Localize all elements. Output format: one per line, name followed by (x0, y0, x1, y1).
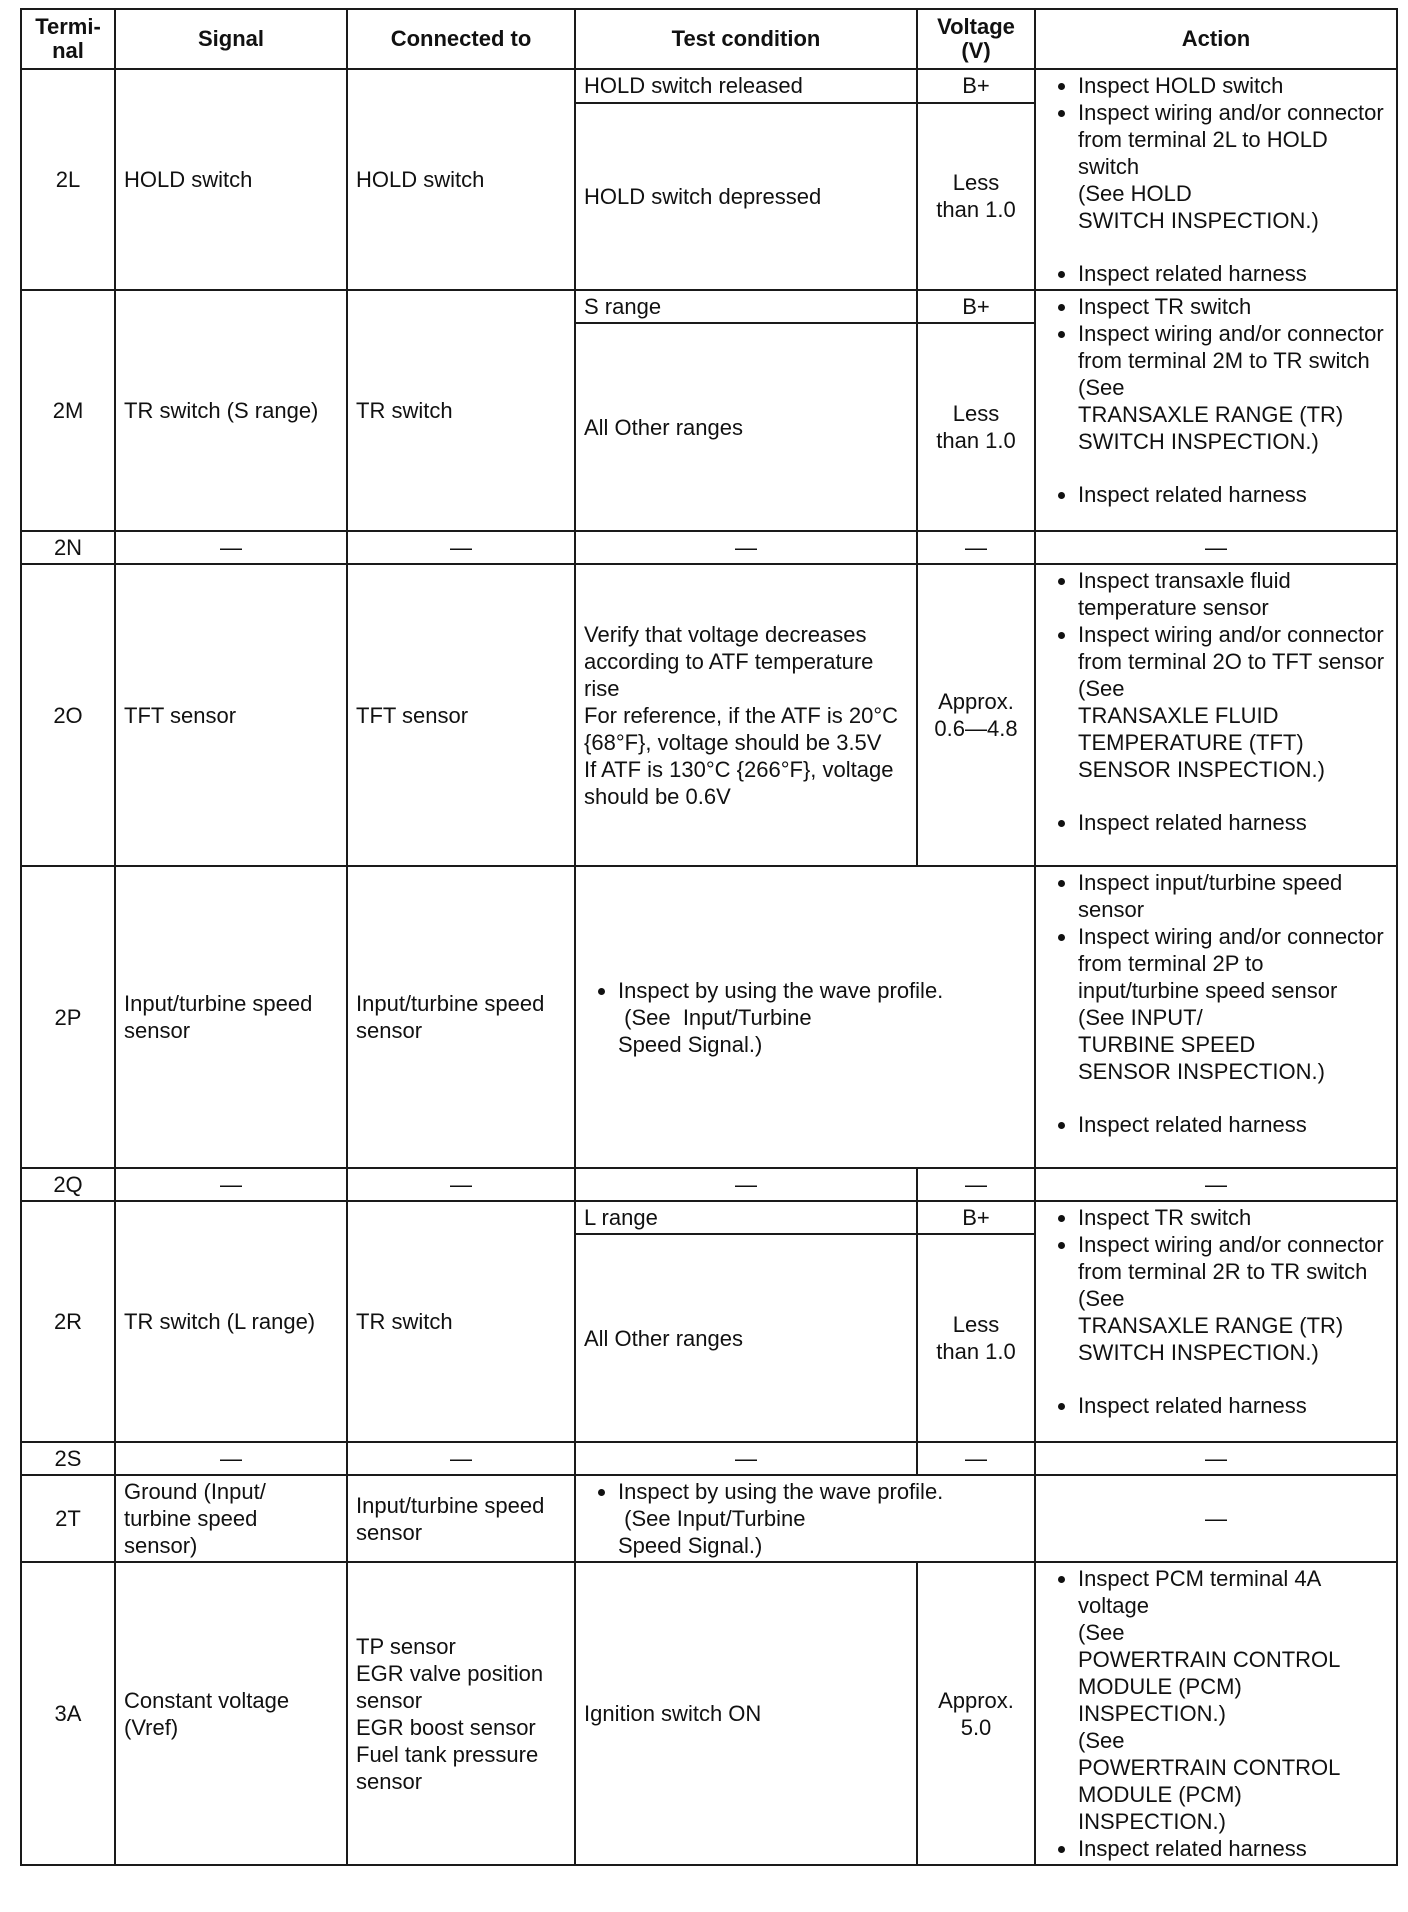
test-condition-cell: HOLD switch released (575, 69, 917, 103)
voltage-cell: — (917, 531, 1035, 564)
voltage-cell: B+ (917, 69, 1035, 103)
connected-to-cell: — (347, 531, 575, 564)
connected-to-cell: TFT sensor (347, 564, 575, 866)
terminal-cell: 2P (21, 866, 115, 1168)
test-condition-cell: L range (575, 1201, 917, 1234)
action-item (1078, 923, 1388, 1085)
voltage-cell: Approx. 5.0 (917, 1562, 1035, 1865)
signal-cell: — (115, 531, 347, 564)
test-condition-cell: S range (575, 290, 917, 323)
signal-cell: Input/turbine speed sensor (115, 866, 347, 1168)
connected-to-cell: HOLD switch (347, 69, 575, 290)
action-list (1044, 1565, 1388, 1862)
test-condition-cell: — (575, 1442, 917, 1475)
signal-cell: Ground (Input/ turbine speed sensor) (115, 1475, 347, 1562)
action-item (1078, 320, 1388, 455)
see-reference: (See POWERTRAIN CONTROL MODULE (PCM) INSPECTION.) (1078, 1728, 1341, 1834)
terminal-cell: 2R (21, 1201, 115, 1442)
table-row (21, 1168, 1397, 1201)
see-reference: (See HOLD SWITCH INSPECTION.) (1078, 181, 1319, 233)
action-cell (1035, 69, 1397, 290)
terminal-cell: 2S (21, 1442, 115, 1475)
action-item: • Inspect HOLD switch (1078, 72, 1388, 99)
action-item: • Inspect related harness (1078, 260, 1388, 287)
terminal-cell: 2M (21, 290, 115, 531)
action-item: • Inspect input/turbine speed sensor (1078, 869, 1388, 923)
action-text: Inspect wiring and/or connector from terminal 2R to TR switch (1078, 1232, 1384, 1284)
terminal-cell: 3A (21, 1562, 115, 1865)
action-cell: — (1035, 1168, 1397, 1201)
action-list (1044, 567, 1388, 836)
action-cell (1035, 564, 1397, 866)
action-item (1078, 1565, 1388, 1835)
test-condition-cell (575, 1475, 1035, 1562)
table-row (21, 1475, 1397, 1562)
header-signal: Signal (115, 9, 347, 69)
terminal-cell: 2N (21, 531, 115, 564)
terminal-cell: 2T (21, 1475, 115, 1562)
action-cell: — (1035, 1442, 1397, 1475)
connected-to-cell: Input/turbine speed sensor (347, 1475, 575, 1562)
action-text: Inspect wiring and/or connector from terminal 2P to input/turbine speed sensor (1078, 924, 1384, 1003)
action-item (1078, 1231, 1388, 1366)
see-reference: (See TRANSAXLE RANGE (TR) SWITCH INSPECTION.) (1078, 375, 1344, 454)
table-row (21, 866, 1397, 1168)
connected-to-cell: — (347, 1442, 575, 1475)
voltage-cell: Less than 1.0 (917, 323, 1035, 531)
action-item: • Inspect related harness (1078, 1111, 1388, 1138)
header-connected-to: Connected to (347, 9, 575, 69)
terminal-inspection-table (20, 8, 1398, 1866)
terminal-cell: 2Q (21, 1168, 115, 1201)
test-condition-cell: — (575, 531, 917, 564)
condition-text: Inspect by using the wave profile. (618, 1479, 944, 1504)
action-item: • Inspect related harness (1078, 481, 1388, 508)
see-reference: (See TRANSAXLE FLUID TEMPERATURE (TFT) SENSOR INSPECTION.) (1078, 676, 1325, 782)
test-condition-cell: Verify that voltage decreases according to ATF temperature rise For reference, if the ATF is 20°C {68°F}, voltage should be 3.5V If ATF is 130°C {266°F}, voltage should be 0.6V (575, 564, 917, 866)
voltage-cell: — (917, 1442, 1035, 1475)
action-item: • Inspect TR switch (1078, 1204, 1388, 1231)
voltage-cell: Less than 1.0 (917, 103, 1035, 290)
voltage-cell: B+ (917, 290, 1035, 323)
action-cell: — (1035, 1475, 1397, 1562)
test-condition-cell (575, 866, 1035, 1168)
test-condition-cell: All Other ranges (575, 323, 917, 531)
terminal-cell: 2L (21, 69, 115, 290)
action-item (1078, 621, 1388, 783)
action-text: Inspect wiring and/or connector from terminal 2L to HOLD switch (1078, 100, 1384, 179)
connected-to-cell: TP sensor EGR valve position sensor EGR boost sensor Fuel tank pressure sensor (347, 1562, 575, 1865)
header-terminal: Termi- nal (21, 9, 115, 69)
signal-cell: HOLD switch (115, 69, 347, 290)
header-voltage: Voltage (V) (917, 9, 1035, 69)
action-item (1078, 99, 1388, 234)
signal-cell: — (115, 1442, 347, 1475)
header-action: Action (1035, 9, 1397, 69)
signal-cell: TFT sensor (115, 564, 347, 866)
condition-list (584, 1478, 1026, 1559)
action-cell (1035, 290, 1397, 531)
condition-list (584, 977, 1026, 1058)
table-row (21, 69, 1397, 103)
action-list (1044, 293, 1388, 508)
table-row (21, 1562, 1397, 1865)
header-test-condition: Test condition (575, 9, 917, 69)
action-text: Inspect wiring and/or connector from terminal 2O to TFT sensor (1078, 622, 1385, 674)
table-row (21, 564, 1397, 866)
connected-to-cell: Input/turbine speed sensor (347, 866, 575, 1168)
condition-text: Inspect by using the wave profile. (618, 977, 944, 1003)
see-reference: (See Input/Turbine Speed Signal.) (618, 1506, 806, 1558)
action-text: Inspect wiring and/or connector from terminal 2M to TR switch (1078, 321, 1384, 373)
see-reference: (See Input/Turbine Speed Signal.) (618, 1004, 812, 1057)
connected-to-cell: TR switch (347, 290, 575, 531)
see-reference: (See INPUT/ TURBINE SPEED SENSOR INSPECTION.) (1078, 1005, 1325, 1084)
test-condition-cell: HOLD switch depressed (575, 103, 917, 290)
test-condition-cell: All Other ranges (575, 1234, 917, 1442)
action-cell (1035, 1201, 1397, 1442)
condition-item (618, 977, 1026, 1058)
signal-cell: Constant voltage (Vref) (115, 1562, 347, 1865)
action-item: • Inspect transaxle fluid temperature sensor (1078, 567, 1388, 621)
action-item: • Inspect related harness (1078, 1835, 1388, 1862)
table-row (21, 290, 1397, 323)
action-item: • Inspect TR switch (1078, 293, 1388, 320)
voltage-cell: Less than 1.0 (917, 1234, 1035, 1442)
see-reference: (See TRANSAXLE RANGE (TR) SWITCH INSPECTION.) (1078, 1286, 1344, 1365)
signal-cell: — (115, 1168, 347, 1201)
signal-cell: TR switch (L range) (115, 1201, 347, 1442)
action-cell (1035, 866, 1397, 1168)
action-text: Inspect PCM terminal 4A voltage (1078, 1566, 1321, 1618)
header-row (21, 9, 1397, 69)
table-row (21, 1201, 1397, 1234)
signal-cell: TR switch (S range) (115, 290, 347, 531)
connected-to-cell: TR switch (347, 1201, 575, 1442)
voltage-cell: B+ (917, 1201, 1035, 1234)
action-cell: — (1035, 531, 1397, 564)
voltage-cell: — (917, 1168, 1035, 1201)
connected-to-cell: — (347, 1168, 575, 1201)
condition-item (618, 1478, 1026, 1559)
test-condition-cell: — (575, 1168, 917, 1201)
action-list (1044, 1204, 1388, 1419)
action-list (1044, 72, 1388, 287)
table-row (21, 1442, 1397, 1475)
action-list (1044, 869, 1388, 1138)
action-item: • Inspect related harness (1078, 809, 1388, 836)
table-row (21, 531, 1397, 564)
voltage-cell: Approx. 0.6—4.8 (917, 564, 1035, 866)
action-cell (1035, 1562, 1397, 1865)
test-condition-cell: Ignition switch ON (575, 1562, 917, 1865)
action-item: • Inspect related harness (1078, 1392, 1388, 1419)
terminal-cell: 2O (21, 564, 115, 866)
see-reference: (See POWERTRAIN CONTROL MODULE (PCM) INSPECTION.) (1078, 1620, 1341, 1726)
